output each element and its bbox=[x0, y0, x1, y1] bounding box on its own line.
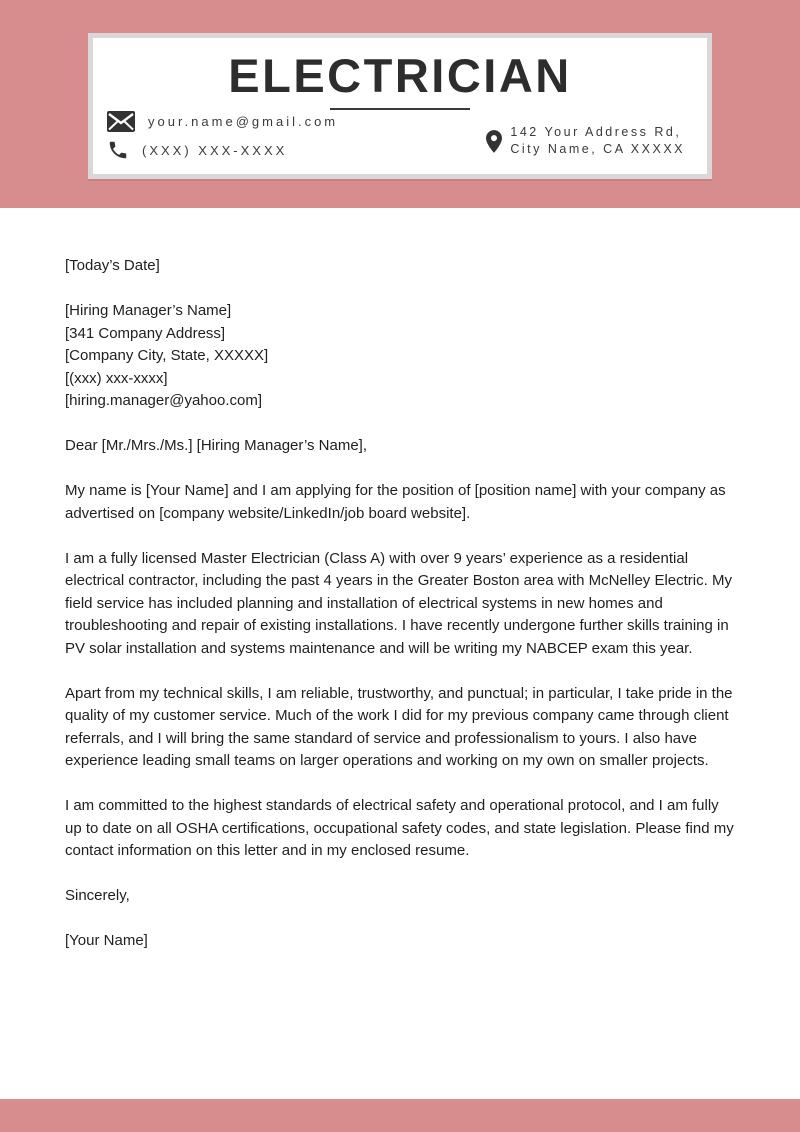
paragraph-safety: I am committed to the highest standards of electrical safety and operational protocol, and I am fully up to date on all OSHA certifications, occupational safety codes, and state legislation. Please find my contact information on this letter and in my enclosed resume. bbox=[65, 797, 734, 859]
recipient-line: [Company City, State, XXXXX] bbox=[65, 347, 269, 364]
address-line-1: 142 Your Address Rd, bbox=[510, 125, 682, 139]
contact-row bbox=[93, 110, 707, 174]
email-row bbox=[107, 111, 338, 132]
address-line-2: City Name, CA XXXXX bbox=[510, 142, 685, 156]
recipient-line: [Hiring Manager’s Name] bbox=[65, 302, 232, 319]
envelope-icon bbox=[107, 111, 135, 132]
phone-icon bbox=[107, 139, 129, 161]
contact-left-column bbox=[107, 111, 338, 161]
paragraph-intro: My name is [Your Name] and I am applying for the position of [position name] with your company as advertised on [company website/LinkedIn/job board website]. bbox=[65, 482, 726, 522]
closing: Sincerely, bbox=[65, 887, 130, 904]
recipient-line: [(xxx) xxx-xxxx] bbox=[65, 369, 168, 387]
footer-banner bbox=[0, 1099, 800, 1132]
letter-body bbox=[0, 208, 800, 953]
paragraph-soft-skills: Apart from my technical skills, I am reliable, trustworthy, and punctual; in particular, I take pride in the quality of my customer service. Much of the work I did for my previous company came through client referrals, and I will bring the same standard of service and professionalism to yours. I also have experience leading small teams on larger operations and working on my own on smaller projects. bbox=[65, 684, 733, 769]
address-lines bbox=[510, 124, 685, 158]
address-row bbox=[486, 124, 685, 158]
header-card bbox=[88, 33, 712, 179]
phone-text: (XXX) XXX-XXXX bbox=[142, 142, 288, 158]
page-title: ELECTRICIAN bbox=[228, 49, 572, 102]
phone-row bbox=[107, 139, 338, 161]
header-banner bbox=[0, 0, 800, 208]
recipient-block bbox=[65, 300, 735, 413]
signature: [Your Name] bbox=[65, 932, 148, 949]
recipient-line: [hiring.manager@yahoo.com] bbox=[65, 392, 262, 409]
salutation: Dear [Mr./Mrs./Ms.] [Hiring Manager’s Name], bbox=[65, 437, 368, 454]
paragraph-experience: I am a fully licensed Master Electrician (Class A) with over 9 years’ experience as a residential electrical contractor, including the past 4 years in the Greater Boston area with McNelley Electric. My field service has included planning and installation of electrical systems in new homes and troubleshooting and repair of existing installations. I have recently undergone further skills training in PV solar installation and systems maintenance and will be writing my NABCEP exam this year. bbox=[65, 549, 732, 657]
date-line: [Today’s Date] bbox=[65, 257, 160, 274]
recipient-line: [341 Company Address] bbox=[65, 324, 226, 342]
email-text: your.name@gmail.com bbox=[148, 114, 339, 129]
location-pin-icon bbox=[486, 130, 502, 153]
